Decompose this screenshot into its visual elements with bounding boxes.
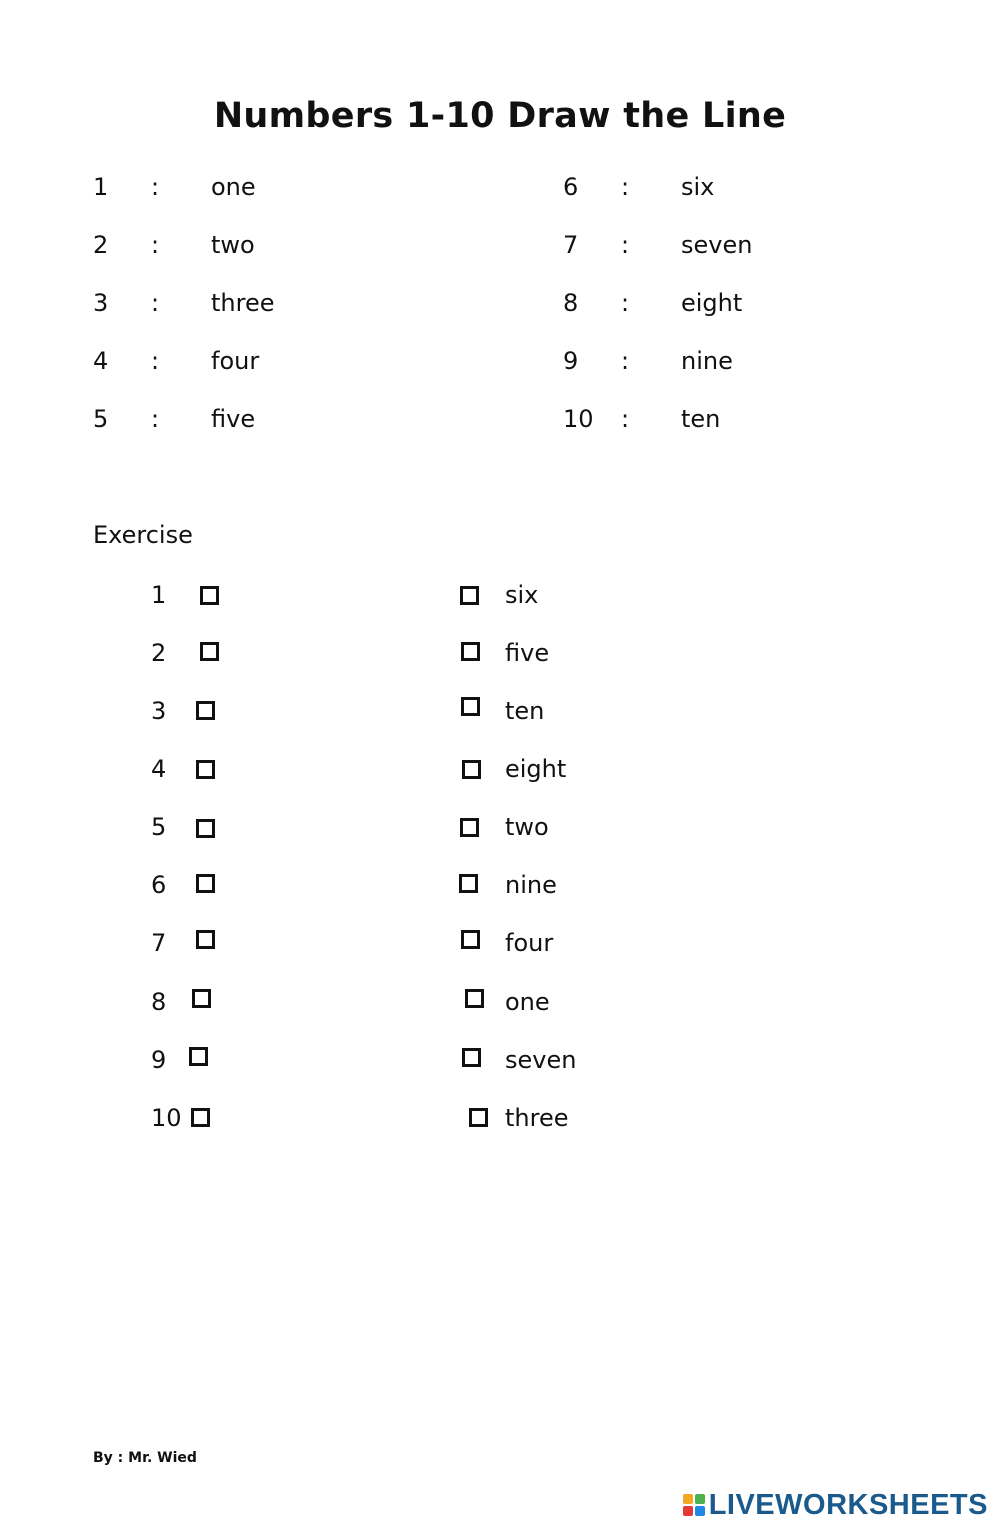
reference-word: six <box>681 173 715 201</box>
reference-separator: : <box>151 347 160 375</box>
reference-word: seven <box>681 231 753 259</box>
left-connector-box[interactable] <box>196 874 215 893</box>
reference-word: ten <box>681 405 721 433</box>
left-connector-box[interactable] <box>191 1108 210 1127</box>
reference-separator: : <box>151 173 160 201</box>
exercise-word: five <box>505 639 550 667</box>
exercise-row <box>0 1043 1000 1077</box>
exercise-word: eight <box>505 755 567 783</box>
reference-separator: : <box>621 231 630 259</box>
exercise-word: three <box>505 1104 569 1132</box>
exercise-number: 2 <box>151 639 167 667</box>
exercise-word: six <box>505 581 539 609</box>
page-title: Numbers 1-10 Draw the Line <box>213 96 787 136</box>
reference-separator: : <box>621 405 630 433</box>
reference-separator: : <box>151 231 160 259</box>
left-connector-box[interactable] <box>192 989 211 1008</box>
exercise-row <box>0 694 1000 728</box>
exercise-word: ten <box>505 697 545 725</box>
reference-separator: : <box>621 173 630 201</box>
reference-number: 7 <box>563 231 579 259</box>
exercise-number: 10 <box>151 1104 182 1132</box>
reference-word: one <box>211 173 256 201</box>
exercise-word: two <box>505 813 549 841</box>
exercise-number: 7 <box>151 929 167 957</box>
reference-number: 5 <box>93 405 109 433</box>
exercise-number: 9 <box>151 1046 167 1074</box>
brand-name: LIVEWORKSHEETS <box>708 1488 988 1521</box>
liveworksheets-brand <box>683 1488 988 1522</box>
right-connector-box[interactable] <box>462 760 481 779</box>
exercise-number: 1 <box>151 581 167 609</box>
exercise-row <box>0 985 1000 1019</box>
exercise-number: 4 <box>151 755 167 783</box>
reference-word: nine <box>681 347 733 375</box>
reference-number: 8 <box>563 289 579 317</box>
exercise-word: one <box>505 988 550 1016</box>
left-connector-box[interactable] <box>196 760 215 779</box>
reference-separator: : <box>151 405 160 433</box>
reference-number: 6 <box>563 173 579 201</box>
left-connector-box[interactable] <box>196 701 215 720</box>
exercise-row <box>0 810 1000 844</box>
logo-square-4 <box>695 1506 705 1516</box>
right-connector-box[interactable] <box>462 1048 481 1067</box>
reference-word: two <box>211 231 255 259</box>
exercise-number: 8 <box>151 988 167 1016</box>
exercise-number: 6 <box>151 871 167 899</box>
author-credit: By : Mr. Wied <box>93 1450 197 1466</box>
left-connector-box[interactable] <box>196 819 215 838</box>
exercise-word: seven <box>505 1046 577 1074</box>
reference-separator: : <box>151 289 160 317</box>
exercise-heading: Exercise <box>93 521 193 549</box>
exercise-row <box>0 636 1000 670</box>
left-connector-box[interactable] <box>196 930 215 949</box>
right-connector-box[interactable] <box>460 818 479 837</box>
left-connector-box[interactable] <box>200 642 219 661</box>
exercise-row <box>0 926 1000 960</box>
reference-separator: : <box>621 289 630 317</box>
reference-number: 10 <box>563 405 594 433</box>
exercise-number: 3 <box>151 697 167 725</box>
exercise-number: 5 <box>151 813 167 841</box>
logo-square-1 <box>683 1494 693 1504</box>
right-connector-box[interactable] <box>460 586 479 605</box>
exercise-row <box>0 752 1000 786</box>
reference-word: four <box>211 347 260 375</box>
reference-number: 2 <box>93 231 109 259</box>
logo-square-3 <box>683 1506 693 1516</box>
reference-number: 4 <box>93 347 109 375</box>
exercise-row <box>0 868 1000 902</box>
left-connector-box[interactable] <box>200 586 219 605</box>
logo-square-2 <box>695 1494 705 1504</box>
right-connector-box[interactable] <box>469 1108 488 1127</box>
reference-word: three <box>211 289 275 317</box>
exercise-word: four <box>505 929 554 957</box>
reference-word: five <box>211 405 256 433</box>
right-connector-box[interactable] <box>461 697 480 716</box>
right-connector-box[interactable] <box>461 930 480 949</box>
left-connector-box[interactable] <box>189 1047 208 1066</box>
exercise-word: nine <box>505 871 557 899</box>
reference-separator: : <box>621 347 630 375</box>
liveworksheets-logo-icon <box>683 1494 705 1516</box>
right-connector-box[interactable] <box>461 642 480 661</box>
exercise-row <box>0 1101 1000 1135</box>
reference-number: 9 <box>563 347 579 375</box>
exercise-row <box>0 578 1000 612</box>
reference-number: 3 <box>93 289 109 317</box>
reference-number: 1 <box>93 173 109 201</box>
right-connector-box[interactable] <box>459 874 478 893</box>
right-connector-box[interactable] <box>465 989 484 1008</box>
reference-word: eight <box>681 289 743 317</box>
